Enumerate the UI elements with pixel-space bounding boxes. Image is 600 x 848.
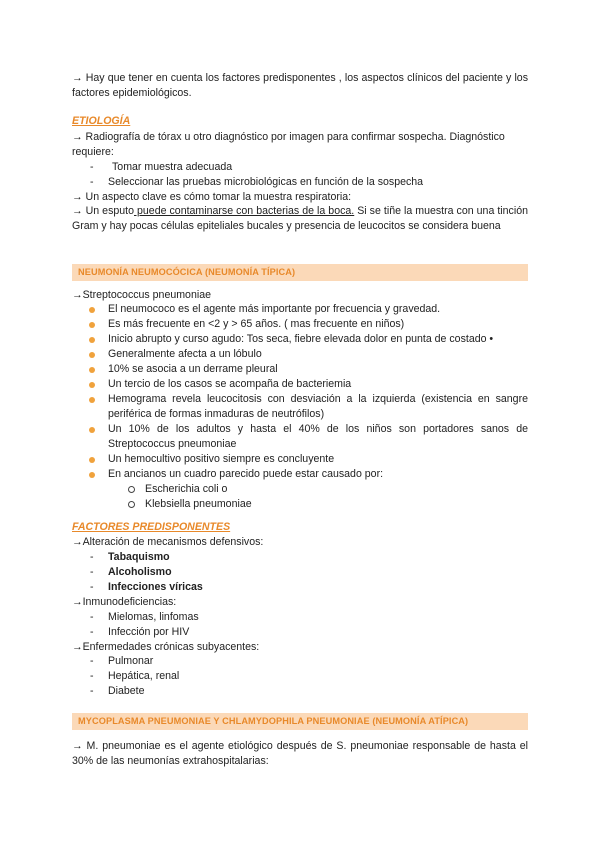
neumococica-bullet-8: Un 10% de los adultos y hasta el 40% de los niños son portadores sanos de Streptococcus pneumoniae bbox=[108, 423, 528, 450]
bullet-dot bbox=[89, 322, 95, 328]
bullet-dot bbox=[89, 382, 95, 388]
factores-g1-item-2: Alcoholismo bbox=[108, 566, 172, 578]
bullet-dot bbox=[89, 397, 95, 403]
factores-g3-item-2: Hepática, renal bbox=[108, 670, 180, 682]
dash-bullet: - bbox=[90, 670, 94, 682]
sub-bullet-circle bbox=[128, 486, 135, 493]
dash-bullet: - bbox=[90, 161, 94, 173]
etiologia-item-2: Seleccionar las pruebas microbiológicas en función de la sospecha bbox=[108, 176, 424, 188]
neumococica-lead: →Streptococcus pneumoniae bbox=[72, 289, 211, 301]
neumococica-band-title: NEUMONÍA NEUMOCÓCICA (NEUMONÍA TÍPICA) bbox=[78, 267, 296, 277]
neumococica-sub-2: Klebsiella pneumoniae bbox=[145, 498, 252, 510]
dash-bullet: - bbox=[90, 176, 94, 188]
factores-g1-item-1: Tabaquismo bbox=[108, 551, 170, 563]
factores-g3-item-1: Pulmonar bbox=[108, 655, 154, 667]
dash-bullet: - bbox=[90, 626, 94, 638]
neumococica-bullet-2: Es más frecuente en <2 y > 65 años. ( mas frecuente en niños) bbox=[108, 318, 405, 330]
dash-bullet: - bbox=[90, 566, 94, 578]
bullet-dot bbox=[89, 337, 95, 343]
etiologia-item-1: Tomar muestra adecuada bbox=[112, 161, 233, 173]
neumococica-sub-1: Escherichia coli o bbox=[145, 483, 228, 495]
etiologia-paragraph-1: → Radiografía de tórax u otro diagnóstico por imagen para confirmar sospecha. Diagnóstico requiere: bbox=[72, 131, 505, 158]
neumococica-band bbox=[72, 264, 528, 281]
intro-paragraph: → Hay que tener en cuenta los factores predisponentes , los aspectos clínicos del paciente y los factores epidemiológicos. bbox=[72, 72, 528, 99]
bullet-dot bbox=[89, 307, 95, 313]
factores-group-3: →Enfermedades crónicas subyacentes: bbox=[72, 641, 260, 653]
dash-bullet: - bbox=[90, 685, 94, 697]
mycoplasma-paragraph: → M. pneumoniae es el agente etiológico después de S. pneumoniae responsable de hasta el 30% de las neumonías extrahospitalarias: bbox=[72, 740, 528, 767]
mycoplasma-band bbox=[72, 713, 528, 730]
dash-bullet: - bbox=[90, 611, 94, 623]
factores-g3-item-3: Diabete bbox=[108, 685, 145, 697]
neumococica-bullet-9: Un hemocultivo positivo siempre es concluyente bbox=[108, 453, 335, 465]
etiologia-heading: ETIOLOGÍA bbox=[72, 115, 131, 127]
factores-group-2: →Inmunodeficiencias: bbox=[72, 596, 177, 608]
bullet-dot bbox=[89, 472, 95, 478]
etiologia-paragraph-2: → Un aspecto clave es cómo tomar la muestra respiratoria: bbox=[72, 191, 352, 203]
dash-bullet: - bbox=[90, 581, 94, 593]
bullet-dot bbox=[89, 427, 95, 433]
neumococica-bullet-3: Inicio abrupto y curso agudo: Tos seca, fiebre elevada dolor en punta de costado • bbox=[108, 333, 494, 345]
neumococica-bullet-4: Generalmente afecta a un lóbulo bbox=[108, 348, 262, 360]
factores-heading: FACTORES PREDISPONENTES bbox=[72, 521, 231, 533]
factores-group-1: →Alteración de mecanismos defensivos: bbox=[72, 536, 264, 548]
mycoplasma-band-title: MYCOPLASMA PNEUMONIAE Y CHLAMYDOPHILA PNEUMONIAE (NEUMONÍA ATÍPICA) bbox=[78, 716, 469, 726]
bullet-dot bbox=[89, 457, 95, 463]
dash-bullet: - bbox=[90, 551, 94, 563]
neumococica-bullet-5: 10% se asocia a un derrame pleural bbox=[108, 363, 278, 375]
factores-g2-item-1: Mielomas, linfomas bbox=[108, 611, 199, 623]
etiologia-paragraph-3: → Un esputo puede contaminarse con bacterias de la boca. Si se tiñe la muestra con una tinción Gram y hay pocas células epiteliales bucales y presencia de leucocitos se considera buena bbox=[72, 205, 528, 232]
sub-bullet-circle bbox=[128, 501, 135, 508]
factores-g1-item-3: Infecciones víricas bbox=[108, 581, 203, 593]
bullet-dot bbox=[89, 367, 95, 373]
neumococica-bullet-6: Un tercio de los casos se acompaña de bacteriemia bbox=[108, 378, 352, 390]
bullet-dot bbox=[89, 352, 95, 358]
neumococica-bullet-7: Hemograma revela leucocitosis con desviación a la izquierda (existencia en sangre periférica de formas inmaduras de neutrófilos) bbox=[108, 393, 528, 420]
factores-g2-item-2: Infección por HIV bbox=[108, 626, 190, 638]
neumococica-bullet-1: El neumococo es el agente más importante por frecuencia y gravedad. bbox=[108, 303, 441, 315]
dash-bullet: - bbox=[90, 655, 94, 667]
neumococica-bullet-10: En ancianos un cuadro parecido puede estar causado por: bbox=[108, 468, 384, 480]
